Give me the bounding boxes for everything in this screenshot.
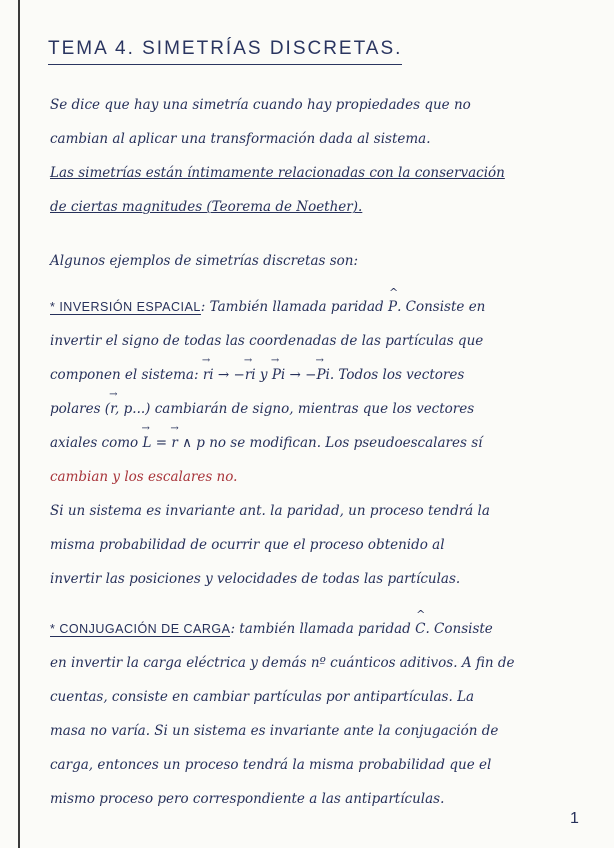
- inversion-l4a: polares (: [50, 401, 111, 417]
- intro-paragraph: [50, 88, 585, 224]
- inversion-l5a: axiales como: [50, 435, 143, 451]
- parity-operator-P: ^ P: [388, 290, 397, 324]
- intro-line-2: cambian al aplicar una transformación dada al sistema.: [50, 131, 431, 147]
- charge-line-3: cuentas, consiste en cambiar partículas por antipartículas. La: [50, 689, 475, 705]
- vector-p-neg: → Pi: [316, 358, 329, 392]
- inversion-l3a: componen el sistema:: [50, 367, 203, 383]
- charge-heading: * CONJUGACIÓN DE CARGA: [50, 622, 231, 636]
- charge-line-6: mismo proceso pero correspondiente a las antipartículas.: [50, 791, 445, 807]
- vector-p: → Pi: [272, 358, 285, 392]
- inversion-l3e: . Todos los vectores: [329, 367, 465, 383]
- inversion-section: [50, 290, 585, 596]
- intro-line-3: [50, 156, 585, 190]
- charge-operator-C: ^ C: [415, 612, 425, 646]
- charge-section: [50, 612, 585, 816]
- examples-intro: Algunos ejemplos de simetrías discretas son:: [50, 253, 359, 269]
- inversion-line-5: [50, 426, 585, 460]
- charge-l1a: : también llamada paridad: [230, 621, 416, 637]
- inversion-line-2: invertir el signo de todas las coordenadas de las partículas que: [50, 333, 484, 349]
- intro-line-3-text: Las simetrías están íntimamente relacionadas con la conservación: [50, 165, 505, 181]
- page-number: 1: [570, 810, 579, 827]
- inversion-l3d: → −: [285, 367, 317, 383]
- intro-line-1: Se dice que hay una simetría cuando hay propiedades que no: [50, 97, 471, 113]
- inversion-l5c: no se modifican. Los pseudoescalares sí: [204, 435, 483, 451]
- charge-line-2: en invertir la carga eléctrica y demás nº cuánticos aditivos. A fin de: [50, 655, 515, 671]
- inversion-line-4: [50, 392, 585, 426]
- inversion-line-8: misma probabilidad de ocurrir que el proceso obtenido al: [50, 537, 445, 553]
- vector-r-neg: → ri: [245, 358, 256, 392]
- vector-r: → ri: [203, 358, 214, 392]
- charge-line-4: masa no varía. Si un sistema es invariante ante la conjugación de: [50, 723, 499, 739]
- inversion-line-1: [50, 290, 585, 324]
- vectors-r-p: → r, p: [110, 392, 132, 426]
- notebook-margin-line: [18, 0, 20, 848]
- intro-line-4-text: de ciertas magnitudes (Teorema de Noether).: [50, 199, 363, 215]
- inversion-line-3: [50, 358, 585, 392]
- charge-l1b: . Consiste: [425, 621, 493, 637]
- inversion-l3b: → −: [213, 367, 245, 383]
- page-title: TEMA 4. SIMETRÍAS DISCRETAS.: [48, 38, 402, 65]
- inversion-l1b: . Consiste en: [397, 299, 486, 315]
- charge-line-5: carga, entonces un proceso tendrá la misma probabilidad que el: [50, 757, 492, 773]
- inversion-l5b: =: [151, 435, 172, 451]
- charge-line-1: [50, 612, 585, 646]
- vector-L: → L: [142, 426, 151, 460]
- inversion-line-9: invertir las posiciones y velocidades de todas las partículas.: [50, 571, 461, 587]
- cross-product-r-p: → r ∧ p: [171, 426, 205, 460]
- inversion-heading: * INVERSIÓN ESPACIAL: [50, 300, 201, 314]
- inversion-l1a: : También llamada paridad: [200, 299, 388, 315]
- intro-line-4: [50, 190, 585, 224]
- inversion-line-7: Si un sistema es invariante ant. la paridad, un proceso tendrá la: [50, 503, 490, 519]
- inversion-l3c: y: [255, 367, 272, 383]
- inversion-line-6: cambian y los escalares no.: [50, 469, 238, 485]
- inversion-l4b: ...) cambiarán de signo, mientras que los vectores: [132, 401, 475, 417]
